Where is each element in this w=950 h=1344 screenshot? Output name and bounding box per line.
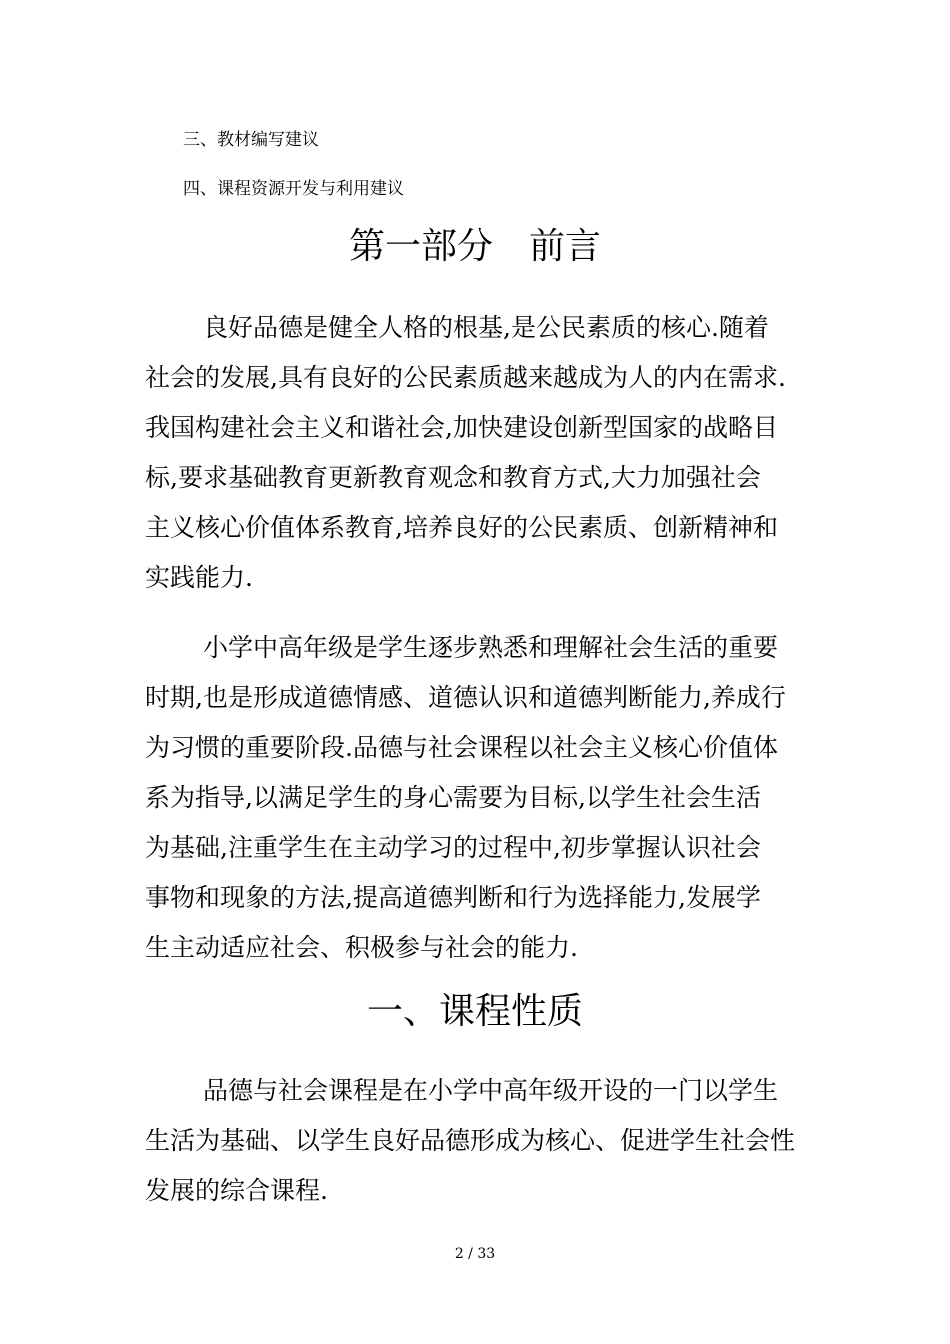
paragraph-line: 主义核心价值体系教育,培养良好的公民素质、创新精神和 <box>145 513 778 542</box>
paragraph-line: 生活为基础、以学生良好品德形成为核心、促进学生社会性 <box>145 1126 796 1155</box>
toc-item: 四、课程资源开发与利用建议 <box>183 179 404 199</box>
section-heading: 一、课程性质 <box>366 991 583 1032</box>
page-number: 2 / 33 <box>454 1246 496 1262</box>
paragraph-line: 标,要求基础教育更新教育观念和教育方式,大力加强社会 <box>145 463 761 492</box>
paragraph-line: 事物和现象的方法,提高道德判断和行为选择能力,发展学 <box>145 883 761 912</box>
paragraph-line: 为习惯的重要阶段.品德与社会课程以社会主义核心价值体 <box>145 733 778 762</box>
paragraph-line: 发展的综合课程. <box>145 1176 328 1205</box>
paragraph-line: 小学中高年级是学生逐步熟悉和理解社会生活的重要 <box>203 633 779 662</box>
paragraph-line: 我国构建社会主义和谐社会,加快建设创新型国家的战略目 <box>145 413 778 442</box>
paragraph-line: 品德与社会课程是在小学中高年级开设的一门以学生 <box>203 1076 779 1105</box>
part-heading: 第一部分 前言 <box>348 226 601 267</box>
toc-item: 三、教材编写建议 <box>183 130 319 150</box>
paragraph-line: 社会的发展,具有良好的公民素质越来越成为人的内在需求. <box>145 363 786 392</box>
paragraph-line: 为基础,注重学生在主动学习的过程中,初步掌握认识社会 <box>145 833 761 862</box>
paragraph-line: 实践能力. <box>145 563 253 592</box>
paragraph-line: 系为指导,以满足学生的身心需要为目标,以学生社会生活 <box>145 783 761 812</box>
paragraph-line: 时期,也是形成道德情感、道德认识和道德判断能力,养成行 <box>145 683 786 712</box>
paragraph-line: 良好品德是健全人格的根基,是公民素质的核心.随着 <box>203 313 769 342</box>
paragraph-line: 生主动适应社会、积极参与社会的能力. <box>145 933 578 962</box>
